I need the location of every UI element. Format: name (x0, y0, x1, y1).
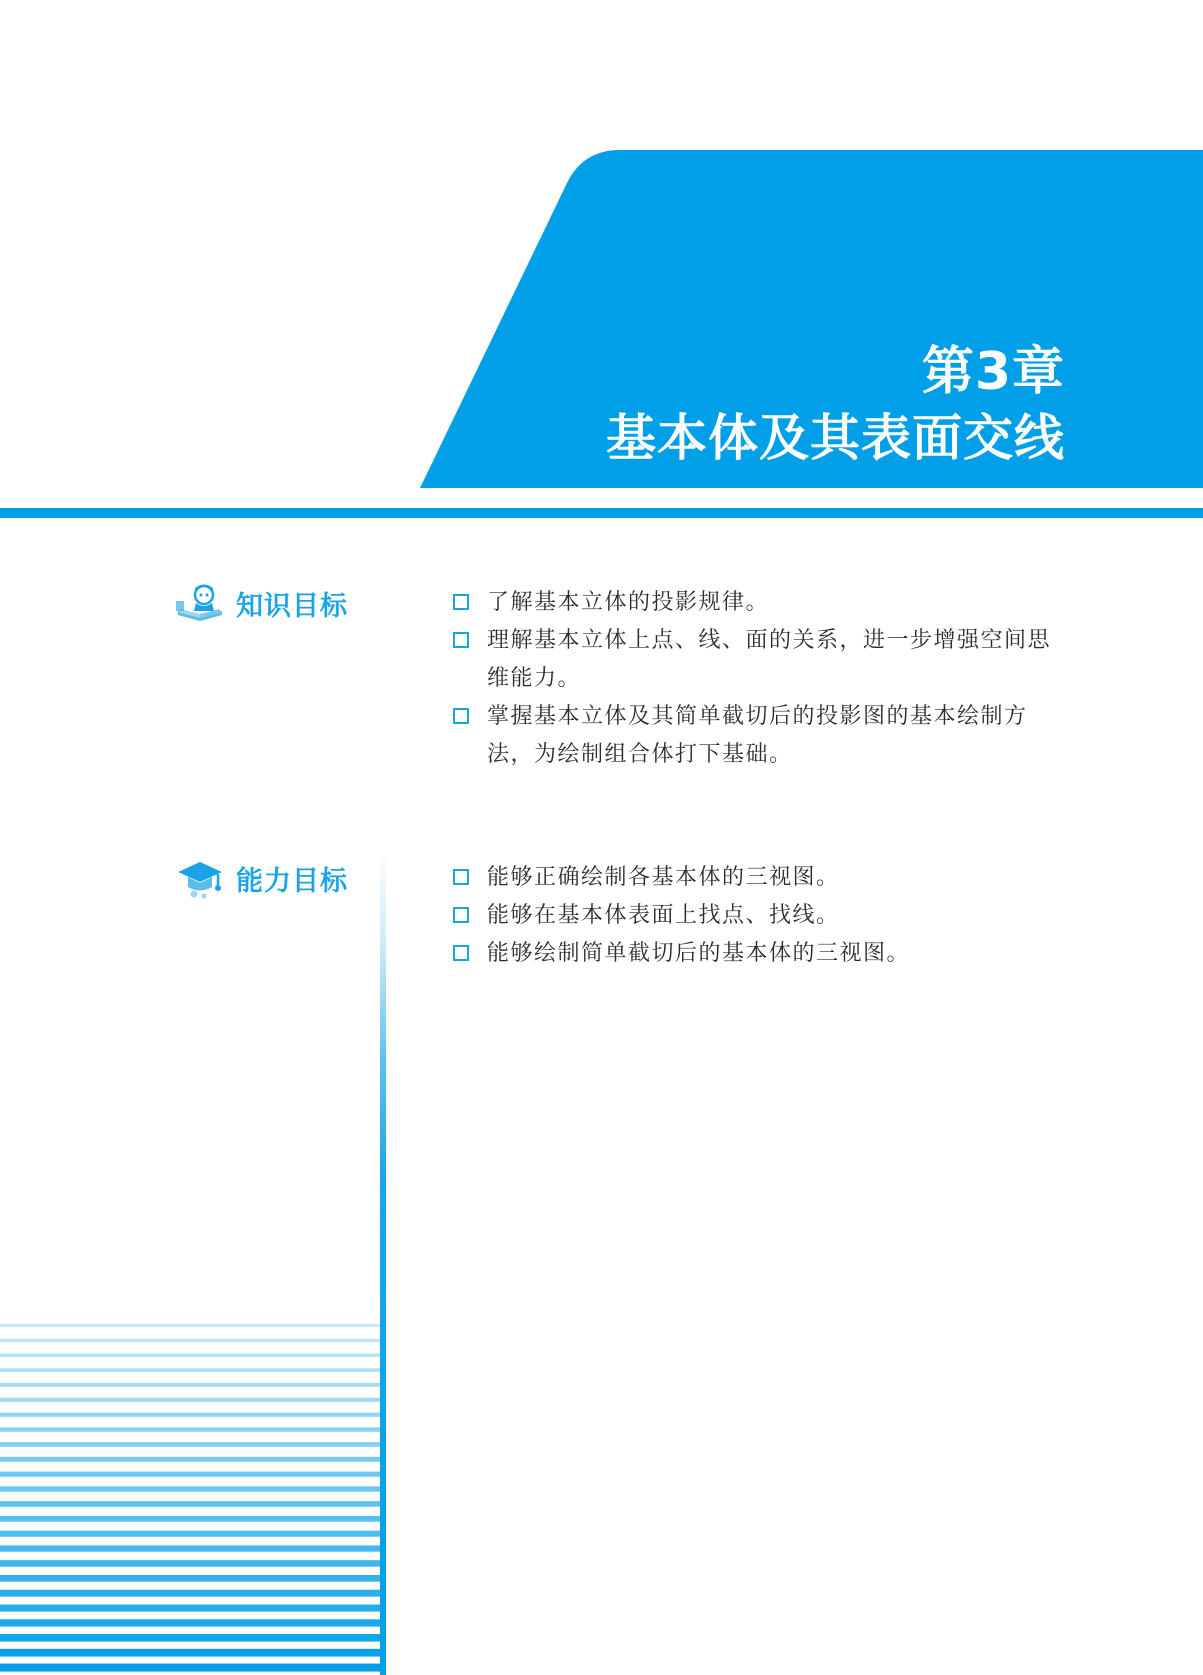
graduation-cap-icon (174, 856, 226, 900)
list-item: 能够正确绘制各基本体的三视图。 (453, 859, 1073, 897)
stripe-bar (0, 1590, 380, 1597)
knowledge-section-label (174, 578, 348, 628)
stripe-bar (0, 1368, 380, 1372)
stripe-bar (0, 1324, 380, 1327)
stripe-bar (0, 1442, 380, 1447)
stripe-bar (0, 1619, 380, 1626)
stripe-bar (0, 1486, 380, 1491)
stripe-bar (0, 1413, 380, 1417)
stripe-bar (0, 1398, 380, 1402)
list-item: 了解基本立体的投影规律。 (453, 584, 1073, 622)
decorative-vertical-line (380, 850, 386, 1675)
stripe-bar (0, 1531, 380, 1537)
stripe-bar (0, 1649, 380, 1657)
checkbox-square-icon (453, 945, 469, 961)
student-reading-icon (174, 581, 226, 625)
stripe-bar (0, 1339, 380, 1342)
checkbox-square-icon (453, 594, 469, 610)
stripe-bar (0, 1545, 380, 1551)
stripe-bar (0, 1427, 380, 1432)
ability-goals-list (453, 859, 1073, 973)
list-item: 掌握基本立体及其简单截切后的投影图的基本绘制方法，为绘制组合体打下基础。 (453, 698, 1073, 774)
stripe-bar (0, 1472, 380, 1477)
stripe-bar (0, 1664, 380, 1672)
stripe-bar (0, 1353, 380, 1356)
ability-label: 能力目标 (236, 865, 348, 897)
list-item: 理解基本立体上点、线、面的关系，进一步增强空间思维能力。 (453, 622, 1073, 698)
ability-section-label (174, 853, 348, 903)
stripe-bar (0, 1634, 380, 1642)
checkbox-square-icon (453, 869, 469, 885)
stripe-bar (0, 1516, 380, 1522)
stripe-bar (0, 1575, 380, 1582)
list-item: 能够在基本体表面上找点、找线。 (453, 897, 1073, 935)
decorative-stripes (0, 1318, 380, 1675)
knowledge-label: 知识目标 (236, 590, 348, 622)
checkbox-square-icon (453, 708, 469, 724)
stripe-bar (0, 1457, 380, 1462)
chapter-number: 第3章 (921, 342, 1065, 402)
checkbox-square-icon (453, 632, 469, 648)
stripe-bar (0, 1605, 380, 1612)
knowledge-goals-list (453, 584, 1073, 774)
header-rule (0, 508, 1203, 518)
checkbox-square-icon (453, 907, 469, 923)
stripe-bar (0, 1560, 380, 1566)
stripe-bar (0, 1501, 380, 1507)
stripe-bar (0, 1383, 380, 1387)
list-item: 能够绘制简单截切后的基本体的三视图。 (453, 935, 1073, 973)
chapter-title: 基本体及其表面交线 (606, 409, 1065, 467)
